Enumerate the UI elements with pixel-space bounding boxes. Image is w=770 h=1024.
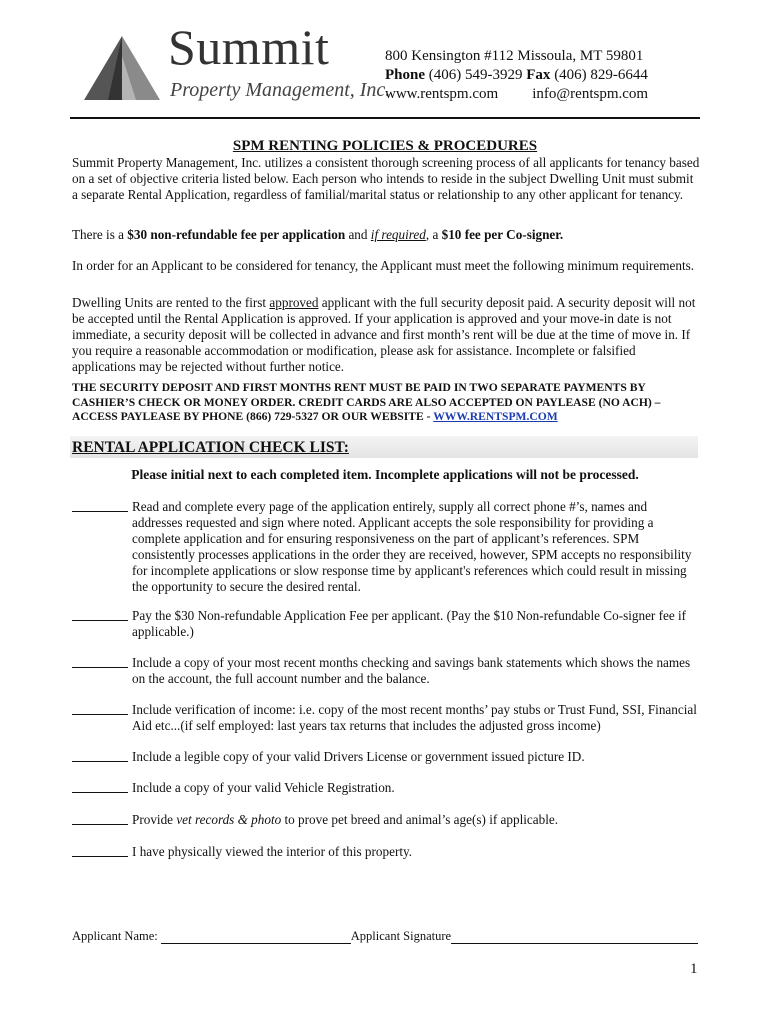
initial-blank[interactable] [72,749,128,762]
applicant-name-label: Applicant Name: [72,929,158,943]
address: 800 Kensington #112 Missoula, MT 59801 [385,48,644,64]
payment-notice: THE SECURITY DEPOSIT AND FIRST MONTHS RENT MUST BE PAID IN TWO SEPARATE PAYMENTS BY CASHIER’S CHECK OR MONEY ORDER. CREDIT CARDS ARE ALSO ACCEPTED ON PAYLEASE (NO ACH) – ACCESS PAYLEASE BY PHONE (866) 729-5327 OR OUR WEBSITE - WWW.RENTSPM.COM [72,381,661,423]
applicant-signature-field[interactable] [451,932,698,944]
initial-blank[interactable] [72,844,128,857]
signature-row [72,929,698,944]
checklist-item: Include a copy of your valid Vehicle Registration. [72,780,700,796]
policies-title: SPM RENTING POLICIES & PROCEDURES [232,138,538,154]
applicant-signature-label: Applicant Signature [350,929,452,943]
initial-blank[interactable] [72,655,128,668]
initial-blank[interactable] [72,499,128,512]
email-link[interactable]: info@rentspm.com [532,86,649,102]
intro-paragraph: Summit Property Management, Inc. utilizes a consistent thorough screening process of all applicants for tenancy based on a set of objective criteria listed below. Each person who intends to reside in the subject Dwelling Unit must submit a separate Rental Application, regardless of familial/marital status or relationship to any other applicant for tenancy. [72,155,700,202]
fax-number: (406) 829-6644 [554,67,648,83]
website-link[interactable]: www.rentspm.com [385,86,499,102]
mountain-logo-icon [78,34,168,104]
deposit-paragraph: Dwelling Units are rented to the first approved applicant with the full security deposit paid. A security deposit will not be accepted until the Rental Application is approved. If your application is approved and your move-in date is not immediate, a security deposit will be collected in advance and first month’s rent will be due at the time of move in. If you require a reasonable accommodation or modification, please ask for assistance. Incomplete or falsified applications may be rejected without further notice. [72,295,696,374]
checklist-title: RENTAL APPLICATION CHECK LIST: [72,439,349,456]
checklist-instruction: Please initial next to each completed item. Incomplete applications will not be processed. [131,467,639,482]
rentspm-link[interactable]: WWW.RENTSPM.COM [433,410,558,423]
page-number: 1 [690,961,698,977]
fax-label: Fax [526,67,551,83]
checklist-item: Read and complete every page of the application entirely, supply all correct phone #’s, names and addresses requested and sign where noted. Applicant accepts the sole responsibility for providing a complete application and for ensuring responsiveness on the part of applicant’s references. SPM consistently processes applications in the order they are received, however, SPM accepts no responsibility for incomplete applications or slow response time by applicant's references which could result in missing the opportunity to secure the desired rental. [72,499,700,595]
checklist-item: Pay the $30 Non-refundable Application Fee per applicant. (Pay the $10 Non-refundable Co-signer fee if applicable.) [72,608,700,640]
header-divider [70,117,700,119]
checklist-item: Provide vet records & photo to prove pet breed and animal’s age(s) if applicable. [72,812,700,828]
initial-blank[interactable] [72,608,128,621]
company-name: Summit [168,19,330,75]
initial-blank[interactable] [72,702,128,715]
initial-blank[interactable] [72,812,128,825]
applicant-name-field[interactable] [161,932,351,944]
checklist-item: Include a legible copy of your valid Drivers License or government issued picture ID. [72,749,700,765]
checklist-item: I have physically viewed the interior of this property. [72,844,700,860]
initial-blank[interactable] [72,780,128,793]
requirements-paragraph: In order for an Applicant to be considered for tenancy, the Applicant must meet the following minimum requirements. [72,258,695,273]
phone-label: Phone [385,67,426,83]
contact-block [385,47,648,104]
company-subtitle: Property Management, Inc. [170,79,391,101]
checklist-item: Include verification of income: i.e. copy of the most recent months’ pay stubs or Trust Fund, SSI, Financial Aid etc...(if self employed: last years tax returns that includes the adjusted gross income) [72,702,700,734]
phone-number: (406) 549-3929 [428,67,523,83]
checklist-item: Include a copy of your most recent months checking and savings bank statements which shows the names on the account, the full account number and the balance. [72,655,700,687]
fee-paragraph: There is a $30 non-refundable fee per application and if required, a $10 fee per Co-signer. [72,227,564,242]
